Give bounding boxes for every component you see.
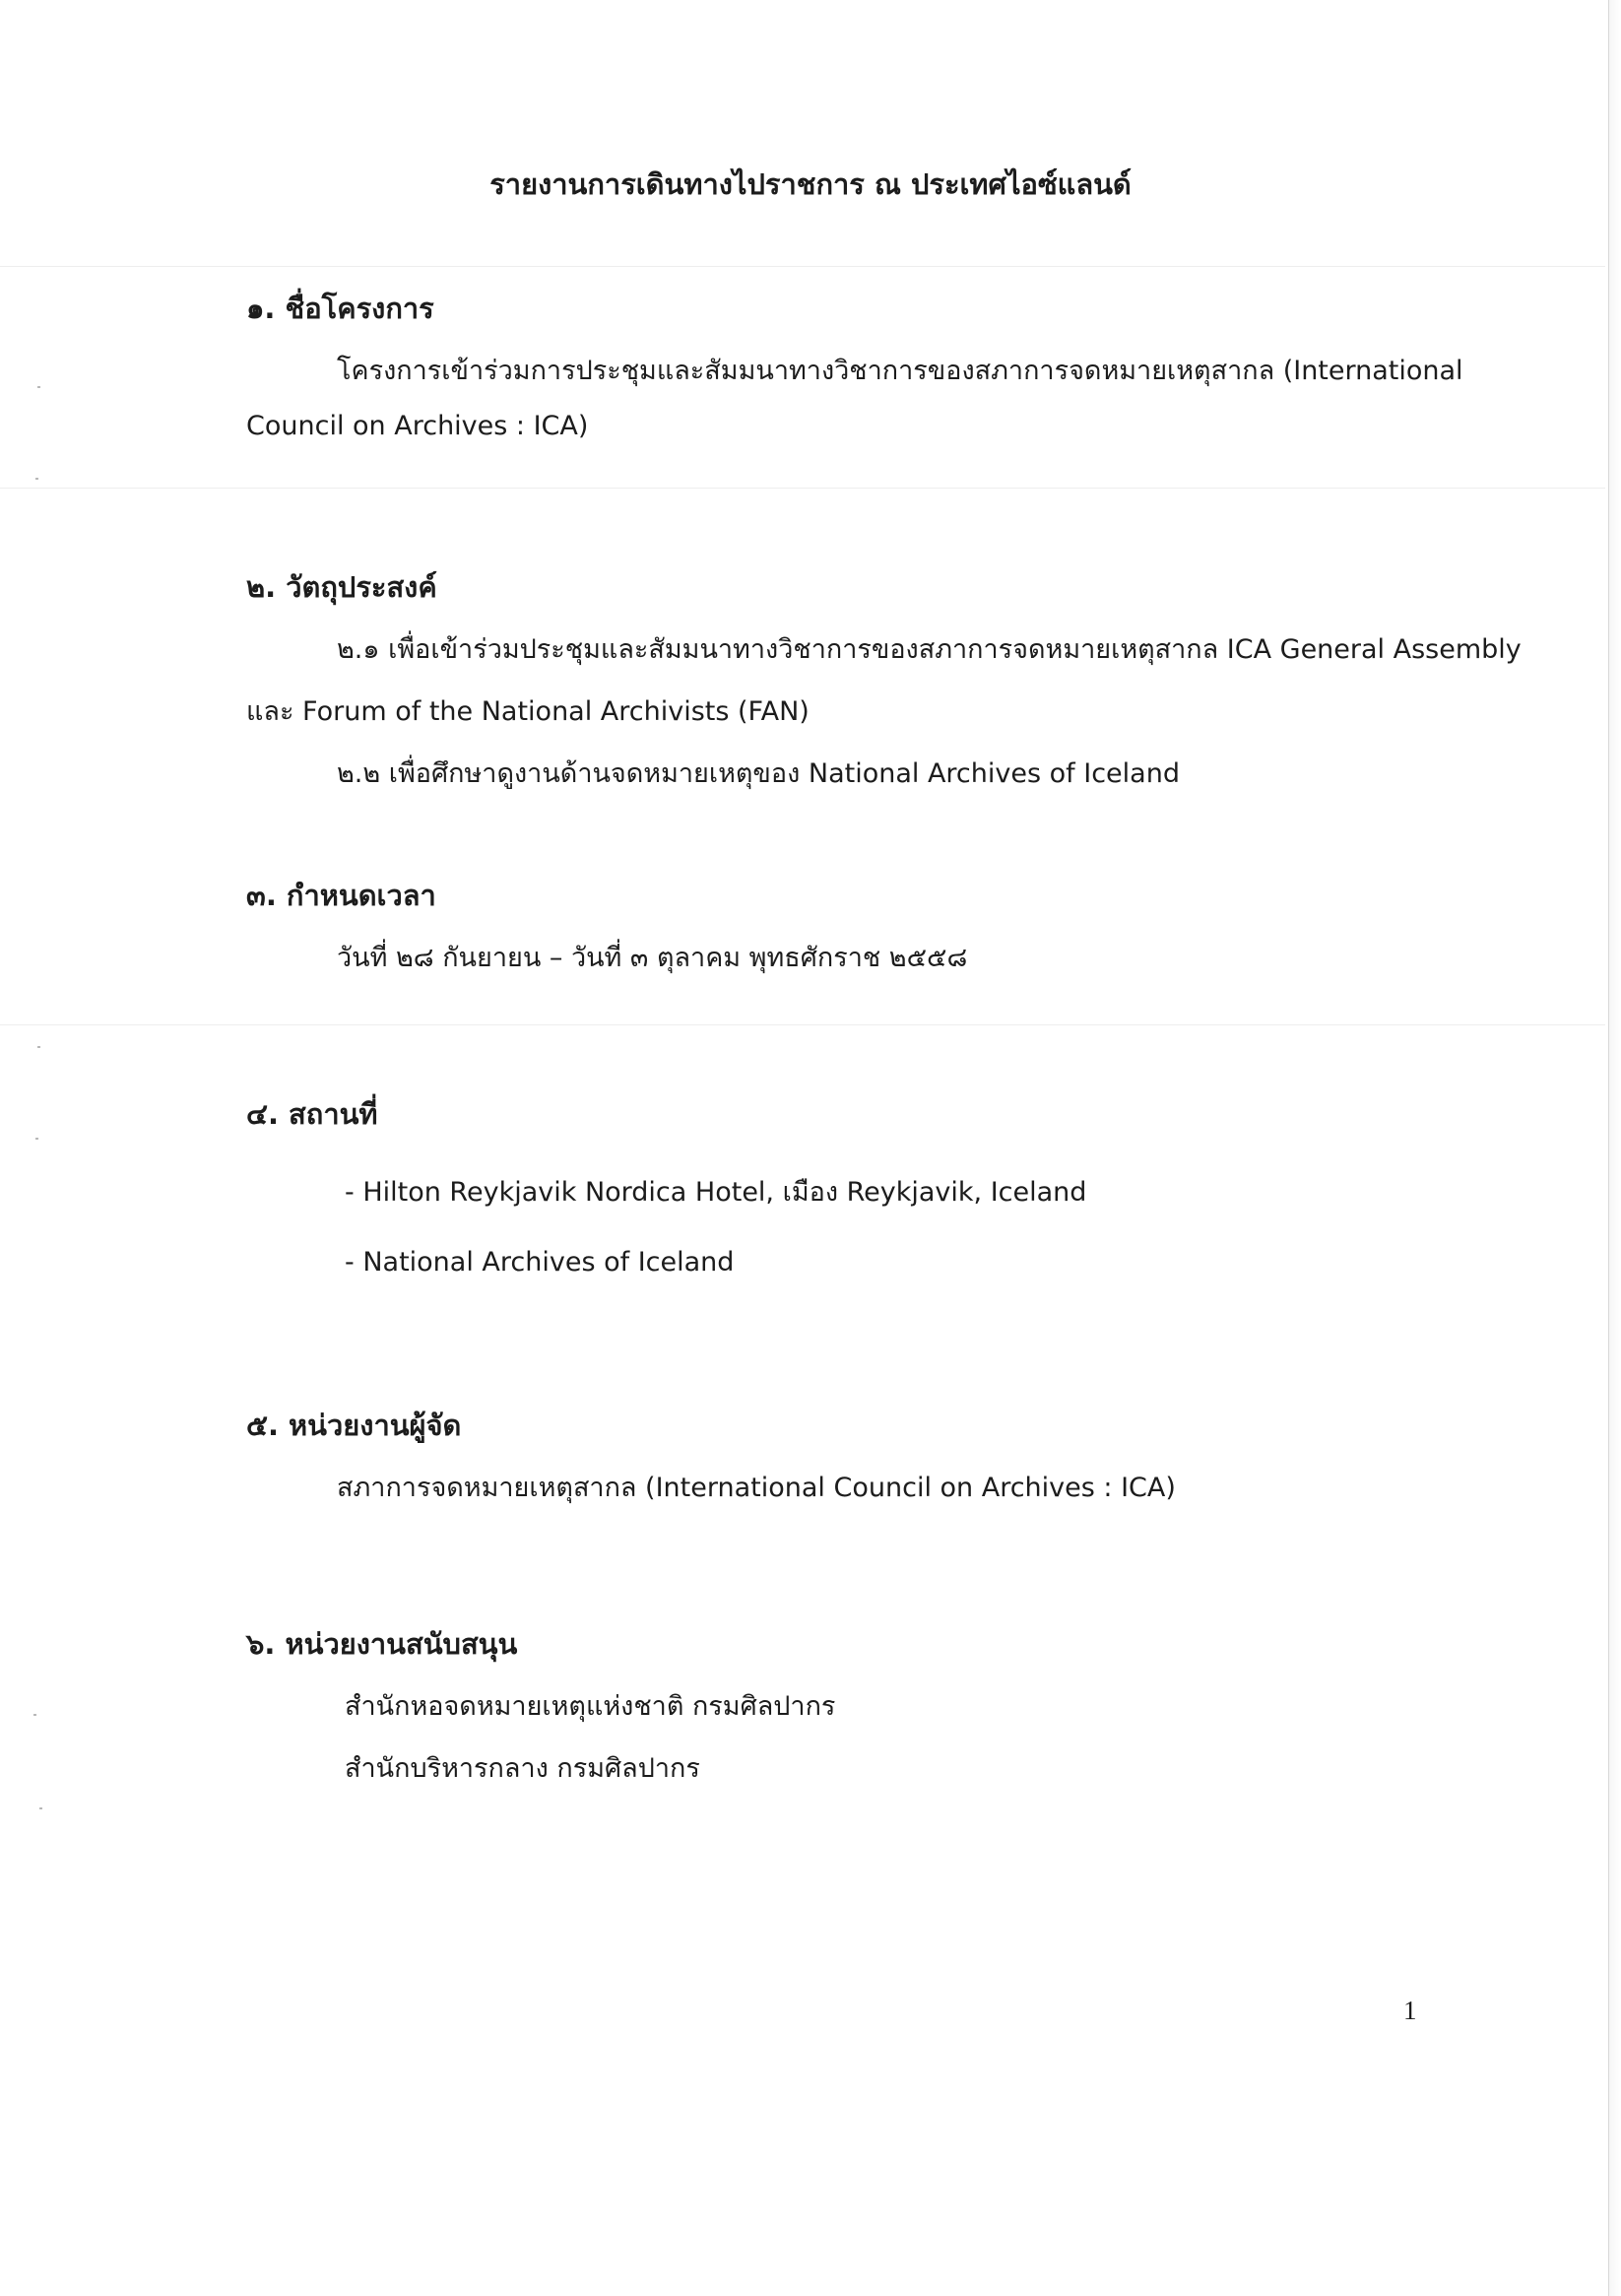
section-heading-objectives: ๒. วัตถุประสงค์: [246, 570, 437, 604]
venue-item-hotel: - Hilton Reykjavik Nordica Hotel, เมือง Reykjavik, Iceland: [345, 1177, 1087, 1208]
section-heading-venue: ๔. สถานที่: [246, 1097, 378, 1131]
venue-item-archives: - National Archives of Iceland: [345, 1247, 735, 1278]
objective-line-3: ๒.๒ เพื่อศึกษาดูงานด้านจดหมายเหตุของ National Archives of Iceland: [337, 758, 1180, 789]
document-title: รายงานการเดินทางไปราชการ ณ ประเทศไอซ์แลนด์: [489, 167, 1132, 201]
scan-line: [0, 1024, 1605, 1025]
objective-line-1: ๒.๑ เพื่อเข้าร่วมประชุมและสัมมนาทางวิชาการของสภาการจดหมายเหตุสากล ICA General Assembly: [337, 634, 1522, 665]
schedule-line: วันที่ ๒๘ กันยายน – วันที่ ๓ ตุลาคม พุทธศักราช ๒๕๕๘: [337, 943, 968, 973]
project-name-line-2: Council on Archives : ICA): [246, 411, 589, 441]
scan-speck: [37, 386, 40, 388]
scan-speck: [37, 1046, 40, 1048]
scan-line: [0, 488, 1605, 489]
organizer-line: สภาการจดหมายเหตุสากล (International Council on Archives : ICA): [337, 1473, 1176, 1503]
supporter-line-1: สำนักหอจดหมายเหตุแห่งชาติ กรมศิลปากร: [345, 1691, 836, 1722]
page-number: 1: [1403, 1996, 1417, 2025]
section-heading-supporters: ๖. หน่วยงานสนับสนุน: [246, 1627, 518, 1661]
scan-speck: [39, 1807, 42, 1809]
project-name-line-1: โครงการเข้าร่วมการประชุมและสัมมนาทางวิชาการของสภาการจดหมายเหตุสากล (International: [337, 356, 1463, 386]
section-heading-project-name: ๑. ชื่อโครงการ: [246, 292, 434, 325]
scan-speck: [33, 1714, 36, 1716]
scan-line: [0, 266, 1605, 267]
objective-line-2: และ Forum of the National Archivists (FAN): [246, 696, 810, 727]
scan-speck: [35, 478, 38, 480]
section-heading-organizer: ๕. หน่วยงานผู้จัด: [246, 1409, 462, 1442]
section-heading-schedule: ๓. กำหนดเวลา: [246, 879, 436, 912]
scan-speck: [35, 1138, 38, 1140]
supporter-line-2: สำนักบริหารกลาง กรมศิลปากร: [345, 1753, 700, 1784]
page-edge: [1608, 0, 1621, 2296]
